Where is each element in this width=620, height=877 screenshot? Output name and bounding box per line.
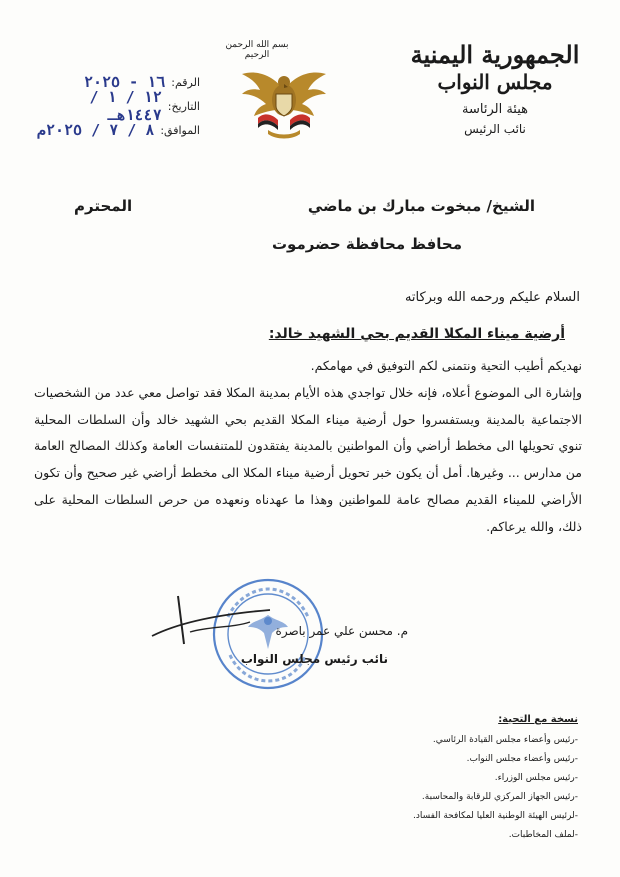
basmala: بسم الله الرحمن الرحيم bbox=[225, 40, 289, 60]
deputy-label: نائب الرئيس bbox=[464, 122, 526, 136]
reference-number-label: الرقم: bbox=[171, 75, 200, 89]
corresponding-label: الموافق: bbox=[160, 123, 200, 137]
date-label: التاريخ: bbox=[167, 99, 200, 113]
body-paragraph: وإشارة الى الموضوع أعلاه، فإنه خلال تواجدي هذه الأيام بمدينة المكلا فقد تواصل معي عدد من الشخصيات الاجتماعية بالمدينة ويستفسروا حول أرضية ميناء المكلا القديم بحي الشهيد خالد وأن السلطات المحلية تنوي تحويلها الى مخطط أراضي وأن المواطنين بالمدينة يفتقدون للمتنفسات العامة وكذلك المصالح العامة من مدارس ... وغيرها. أمل أن يكون خبر تحويل أرضية ميناء المكلا الى مخطط أراضي غير صحيح وأن تكون الأراضي للميناء القديم مصالح عامة للمواطنين وهذا ما عهدناه ونعهده من حرص السلطات المحلية على ذلك، والله يرعاكم. bbox=[34, 384, 582, 534]
council-name: مجلس النواب bbox=[437, 70, 553, 94]
cc-item: -رئيس وأعضاء مجلس النواب. bbox=[466, 754, 578, 764]
corresponding-row bbox=[30, 118, 200, 142]
cc-item: -لملف المخاطبات. bbox=[508, 830, 578, 840]
republic-name: الجمهورية اليمنية bbox=[410, 40, 580, 69]
handwritten-signature-icon bbox=[150, 592, 280, 652]
signatory-title: نائب رئيس مجلس النواب bbox=[240, 652, 388, 666]
greeting: السلام عليكم ورحمه الله وبركاته bbox=[404, 290, 580, 305]
subject-line: أرضية ميناء المكلا القديم بحي الشهيد خالد: bbox=[268, 326, 565, 342]
reference-block bbox=[30, 70, 200, 142]
signatory-name: م. محسن علي عمر باصرة bbox=[275, 624, 408, 638]
body-paragraph: نهديكم أطيب التحية ونتمنى لكم التوفيق في مهامكم. bbox=[310, 358, 582, 373]
recipient-honorific: المحترم bbox=[74, 197, 133, 215]
cc-item: -رئيس الجهاز المركزي للرقابة والمحاسبة. bbox=[421, 792, 578, 802]
cc-item: -رئيس وأعضاء مجلس القيادة الرئاسي. bbox=[432, 735, 578, 745]
recipient-name: الشيخ/ مبخوت مبارك بن ماضي bbox=[307, 197, 535, 215]
presidency-label: هيئة الرئاسة bbox=[462, 102, 528, 117]
eagle-emblem-icon bbox=[238, 60, 330, 144]
cc-item: -لرئيس الهيئة الوطنية العليا لمكافحة الفساد. bbox=[413, 811, 578, 821]
cc-title: نسخة مع التحية: bbox=[498, 714, 578, 725]
cc-item: -رئيس مجلس الوزراء. bbox=[494, 773, 578, 783]
reference-number-value: ١٦ - ٢٠٢٥ bbox=[83, 73, 166, 91]
date-value: ١٢ / ١ / ١٤٤٧هـ bbox=[89, 88, 162, 124]
recipient-title: محافظ محافظة حضرموت bbox=[271, 235, 462, 253]
date-row bbox=[30, 88, 200, 124]
letter-body bbox=[34, 353, 582, 541]
letterhead-right bbox=[410, 40, 580, 138]
corresponding-value: ٨ / ٧ / ٢٠٢٥م bbox=[36, 121, 155, 139]
cc-list bbox=[398, 714, 578, 845]
